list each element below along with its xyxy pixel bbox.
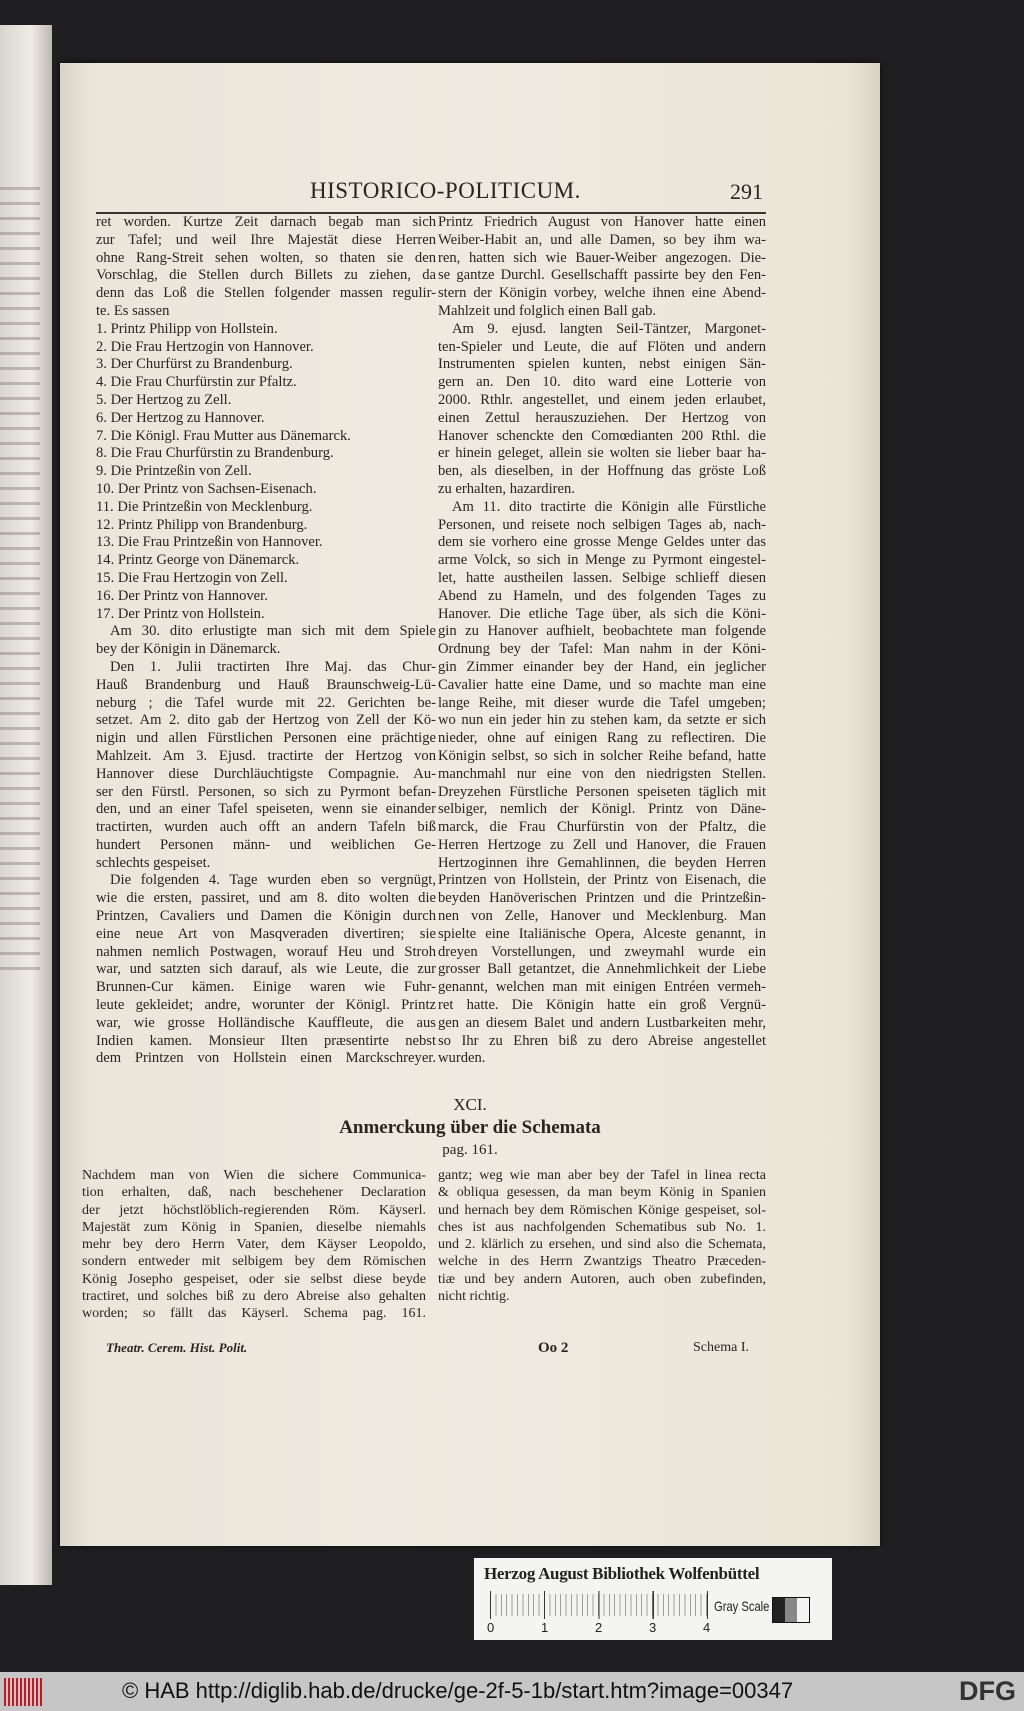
text-line: 3. Der Churfürst zu Brandenburg. xyxy=(96,356,293,373)
text-line: ret worden. Kurtze Zeit darnach begab man sich xyxy=(96,214,436,230)
text-line: tractirten, wurden auch offt an andern Tafeln biß xyxy=(96,819,436,836)
text-line: Printzen, Cavaliers und Damen die Königin durch xyxy=(96,908,436,925)
text-line: let, hatte austheilen lassen. Selbige schlieff diesen xyxy=(438,569,766,586)
text-line: Brunnen-Cur kämen. Einige waren wie Fuhr- xyxy=(96,979,436,996)
text-line: Hanover. Die etliche Tage über, als sich die Köni- xyxy=(438,605,766,622)
text-line: 7. Die Königl. Frau Mutter aus Dänemarck. xyxy=(96,427,351,444)
text-line: 17. Der Printz von Hollstein. xyxy=(96,605,265,622)
text-line: 5. Der Hertzog zu Zell. xyxy=(96,391,232,408)
text-line: Cavalier hatte eine Dame, und so machte man eine xyxy=(438,676,766,693)
page-number: 291 xyxy=(730,179,763,204)
text-line: Majestät zum König in Spanien, dieselbe niemahls xyxy=(82,1219,426,1235)
ruler-number: 4 xyxy=(703,1620,711,1635)
text-line: Königin selbst, so sich in solcher Reihe befand, hatte xyxy=(438,747,766,764)
text-line: Den 1. Julii tractirten Ihre Maj. das Chur- xyxy=(110,658,436,675)
text-line: ret hatte. Die Königin hatte ein groß Vergnü- xyxy=(438,997,766,1014)
copyright-link[interactable]: © HAB http://diglib.hab.de/drucke/ge-2f-5-1b/start.htm?image=00347 xyxy=(122,1678,794,1703)
text-line: & obliqua gesessen, da man beym König in Spanien xyxy=(438,1185,766,1201)
text-line: gin zu Hanover aufhielt, beobachtete man folgende xyxy=(438,623,766,640)
ruler-number: 3 xyxy=(649,1620,657,1635)
text-line: 2000. Rthlr. angestellet, und einem jeden erlaubet, xyxy=(438,391,766,408)
text-line: Mahlzeit. Am 3. Ejusd. tractirte der Hertzog von xyxy=(96,747,436,764)
text-line: dem Printzen von Hollstein einen Marckschreyer. xyxy=(96,1050,436,1067)
section-ref: pag. 161. xyxy=(442,1142,498,1158)
text-line: manchmahl nur eine von den niedrigsten Stellen. xyxy=(438,765,766,782)
color-calibration-card xyxy=(474,1558,832,1640)
text-line: marck, die Frau Churfürstin von der Pfaltz, die xyxy=(438,819,766,836)
gray-scale-swatches xyxy=(772,1597,810,1623)
text-line: worden; so fällt das Käyserl. Schema pag. 161. xyxy=(82,1306,426,1322)
text-line: gern an. Den 10. dito ward eine Lotterie von xyxy=(438,374,766,391)
text-line: 13. Die Frau Printzeßin von Hannover. xyxy=(96,534,323,551)
text-line: dem sie vorhero eine grosse Menge Geldes unter das xyxy=(438,534,766,551)
text-line: König Josepho gespeiset, oder sie selbst diese beyde xyxy=(82,1271,426,1287)
text-line: wie die ersten, passiret, und am 8. dito wolten die xyxy=(96,890,436,907)
left-column xyxy=(96,214,436,1068)
text-line: war, wie grosse Holländische Kauffleute, die aus xyxy=(96,1014,436,1031)
text-line: spielte eine Italiänische Opera, Alceste genannt, in xyxy=(438,925,766,942)
text-line: der jetzt höchstlöblich-regierenden Röm. Käyserl. xyxy=(82,1202,426,1218)
text-line: 12. Printz Philipp von Brandenburg. xyxy=(96,516,308,533)
library-name: Herzog August Bibliothek Wolfenbüttel xyxy=(484,1564,760,1583)
text-line: ohne Rang-Streit sehen wolten, so thaten sie den xyxy=(96,249,436,266)
text-line: zu erhalten, hazardiren. xyxy=(438,480,575,497)
text-line: ser den Fürstl. Personen, so sich zu Pyrmont befan- xyxy=(96,783,436,800)
text-line: nahmen nemlich Postwagen, worauf Heu und Stroh xyxy=(96,943,436,960)
text-line: 10. Der Printz von Sachsen-Eisenach. xyxy=(96,480,317,497)
text-line: so Ihr zu Ehren biß zu dero Abreise angestellet xyxy=(438,1032,766,1049)
bottom-right-column xyxy=(438,1167,766,1305)
text-line: setzet. Am 2. dito gab der Hertzog von Zell der Kö- xyxy=(96,712,436,729)
text-line: wurden. xyxy=(438,1050,486,1067)
gray-scale-label: Gray Scale xyxy=(714,1598,770,1614)
text-line: grosser Ball getantzet, die Annehmlichkeit der Liebe xyxy=(438,961,766,978)
text-line: zur Tafel; und weil Ihre Majestät diese Herren xyxy=(96,231,436,248)
text-line: eine neue Art von Masqveraden divertiren; sie xyxy=(96,925,436,942)
text-line: 15. Die Frau Hertzogin von Zell. xyxy=(96,569,288,586)
text-line: 16. Der Printz von Hannover. xyxy=(96,587,268,604)
text-line: lange Reihe, mit dieser wurde die Tafel umgeben; xyxy=(438,694,766,711)
right-column xyxy=(438,214,766,1068)
text-line: se gantze Durchl. Gesellschafft passirte bey den Fen- xyxy=(438,267,766,284)
text-line: denn das Loß die Stellen folgender massen regulir- xyxy=(96,285,436,302)
section-title: Anmerckung über die Schemata xyxy=(339,1117,601,1138)
text-line: gen an diesem Balet und andern Lustbarkeiten mehr, xyxy=(438,1014,766,1031)
text-line: Personen, und reisete noch selbigen Tages ab, nach- xyxy=(438,516,766,533)
text-line: schlechts gespeiset. xyxy=(96,854,211,871)
text-line: nigin und allen Fürstlichen Personen eine prächtige xyxy=(96,730,436,747)
text-line: wo nun ein jeder hin zu stehen kam, da setzte er sich xyxy=(438,712,766,729)
signature-mark: Oo 2 xyxy=(538,1340,569,1356)
previous-page-edge xyxy=(0,25,52,1585)
ruler-numbers xyxy=(487,1620,757,1635)
ruler-number: 1 xyxy=(541,1620,549,1635)
text-line: ren, hatten sich wie Bauer-Weiber angezogen. Die- xyxy=(438,249,766,266)
text-line: sondern entweder mit selbigem bey dem Römischen xyxy=(82,1254,426,1270)
text-line: Hannover diese Durchläuchtigste Compagnie. Au- xyxy=(96,765,436,782)
text-line: Hanover schenckte den Comœdianten 200 Rthl. die xyxy=(438,427,766,444)
text-line: gantz; weg wie man aber bey der Tafel in linea recta xyxy=(438,1168,766,1183)
dfg-logo: DFG xyxy=(959,1676,1016,1706)
text-line: war, und satzten sich darauf, als wie Leute, die zur xyxy=(96,961,436,978)
text-line: mehr bey dero Herrn Vater, dem Käyser Leopoldo, xyxy=(82,1237,426,1253)
text-line: Nachdem man von Wien die sichere Communica- xyxy=(82,1168,426,1183)
text-line: 8. Die Frau Churfürstin zu Brandenburg. xyxy=(96,445,334,462)
text-line: gin Zimmer einander bey der Hand, ein jeglicher xyxy=(438,658,766,675)
text-line: 2. Die Frau Hertzogin von Hannover. xyxy=(96,338,314,355)
text-line: Dreyzehen Fürstliche Personen speiseten täglich mit xyxy=(438,783,766,800)
ruler-number: 2 xyxy=(595,1620,603,1635)
text-line: Weiber-Habit an, und alle Damen, so bey ihm wa- xyxy=(438,231,766,248)
text-line: einen Zettul herauszuziehen. Der Hertzog von xyxy=(438,409,766,426)
text-line: arme Volck, so sich in Menge zu Pyrmont eingestel- xyxy=(438,552,766,569)
text-line: 11. Die Printzeßin von Mecklenburg. xyxy=(96,498,313,515)
text-line: Am 9. ejusd. langten Seil-Täntzer, Margonet- xyxy=(452,320,766,337)
text-line: 9. Die Printzeßin von Zell. xyxy=(96,463,252,480)
text-line: bey der Königin in Dänemarck. xyxy=(96,641,281,658)
hab-logo-icon xyxy=(4,1678,44,1706)
text-line: Am 11. dito tractirte die Königin alle Fürstliche xyxy=(452,498,766,515)
text-line: 1. Printz Philipp von Hollstein. xyxy=(96,320,278,337)
catchword: Schema I. xyxy=(693,1340,749,1355)
text-line: Hauß Brandenburg und Hauß Braunschweig-Lü- xyxy=(96,676,436,693)
text-line: Printz Friedrich August von Hanover hatte einen xyxy=(438,214,766,230)
text-line: Ordnung bey der Tafel: Man nahm in der Köni- xyxy=(438,641,766,658)
text-line: nen von Zelle, Hanover und Mecklenburg. Man xyxy=(438,908,766,925)
text-line: tion erhalten, daß, nach beschehener Declaration xyxy=(82,1185,426,1201)
book-page xyxy=(60,63,880,1546)
text-line: neburg ; die Tafel wurde mit 22. Gerichten be- xyxy=(96,694,436,711)
running-head: HISTORICO-POLITICUM. xyxy=(310,178,581,203)
text-line: Die folgenden 4. Tage wurden eben so vergnügt, xyxy=(110,872,436,889)
text-line: tractiret, und solches biß zu dero Abreise also gehalten xyxy=(82,1289,426,1305)
text-line: Am 30. dito erlustigte man sich mit dem Spiele xyxy=(110,623,436,640)
text-line: Instrumenten spielen kunten, nebst einigen Sän- xyxy=(438,356,766,373)
text-line: hundert Personen männ- und weiblichen Ge- xyxy=(96,836,436,853)
text-line: ben, als dieselben, in der Hoffnung das gröste Loß xyxy=(438,463,766,480)
text-line: ten-Spieler und Leute, die auf Flöten und andern xyxy=(438,338,766,355)
text-line: 14. Printz George von Dänemarck. xyxy=(96,552,300,569)
text-line: leute gekleidet; andre, worunter der Königl. Printz xyxy=(96,997,436,1014)
text-line: und hernach bey dem Römischen Könige gespeiset, sol- xyxy=(438,1202,766,1218)
text-line: beyden Hanöverischen Printzen und die Printzeßin- xyxy=(438,890,766,907)
ruler-major-ticks xyxy=(490,1591,710,1619)
text-line: te. Es sassen xyxy=(96,302,170,319)
footer-bar xyxy=(0,1672,1024,1711)
footer-reference: Theatr. Cerem. Hist. Polit. xyxy=(106,1340,248,1355)
text-line: Vorschlag, die Stellen durch Billets zu ziehen, da xyxy=(96,267,436,284)
text-line: Abend zu Hameln, und des folgenden Tages zu xyxy=(438,587,766,604)
text-line: Indien kamen. Monsieur Ilten præsentirte nebst xyxy=(96,1032,436,1049)
text-line: Printzen von Hollstein, der Printz von Eisenach, die xyxy=(438,872,766,889)
text-line: dreyen Vorstellungen, und zweymahl wurde ein xyxy=(438,943,766,960)
text-line: 4. Die Frau Churfürstin zur Pfaltz. xyxy=(96,374,297,391)
section-number: XCI. xyxy=(453,1095,487,1114)
text-line: genannt, welchen man mit einigen Entréen vermeh- xyxy=(438,979,766,996)
text-line: Herren Hertzoge zu Zell und Hanover, die Frauen xyxy=(438,836,766,853)
text-line: selbiger, nemlich der Königl. Printz von Däne- xyxy=(438,801,766,818)
ruler-number: 0 xyxy=(487,1620,495,1635)
bottom-left-column xyxy=(82,1167,426,1323)
text-line: ches ist aus nachfolgenden Schematibus sub No. 1. xyxy=(438,1219,766,1235)
text-line: nieder, ohne auf einigen Rang zu reflectiren. Die xyxy=(438,730,766,747)
text-line: welche in des Herrn Zwantzigs Theatro Præceden- xyxy=(438,1254,766,1270)
text-line: 6. Der Hertzog zu Hannover. xyxy=(96,409,265,426)
text-line: und 2. klärlich zu ersehen, und sind also die Schemata, xyxy=(438,1237,766,1253)
text-line: den, und an einer Tafel speiseten, wenn sie einander xyxy=(96,801,436,818)
text-line: Mahlzeit und folglich einen Ball gab. xyxy=(438,302,657,319)
text-line: tiæ und bey andern Autoren, auch oben zubefinden, xyxy=(438,1271,766,1287)
text-line: er hinein geleget, allein sie wolten sie lieber baar ha- xyxy=(438,445,766,462)
text-line: stern der Königin vorbey, welche ihnen eine Abend- xyxy=(438,285,766,302)
text-line: Hertzoginnen ihre Gemahlinnen, die beyden Herren xyxy=(438,854,766,871)
text-line: nicht richtig. xyxy=(438,1289,510,1305)
